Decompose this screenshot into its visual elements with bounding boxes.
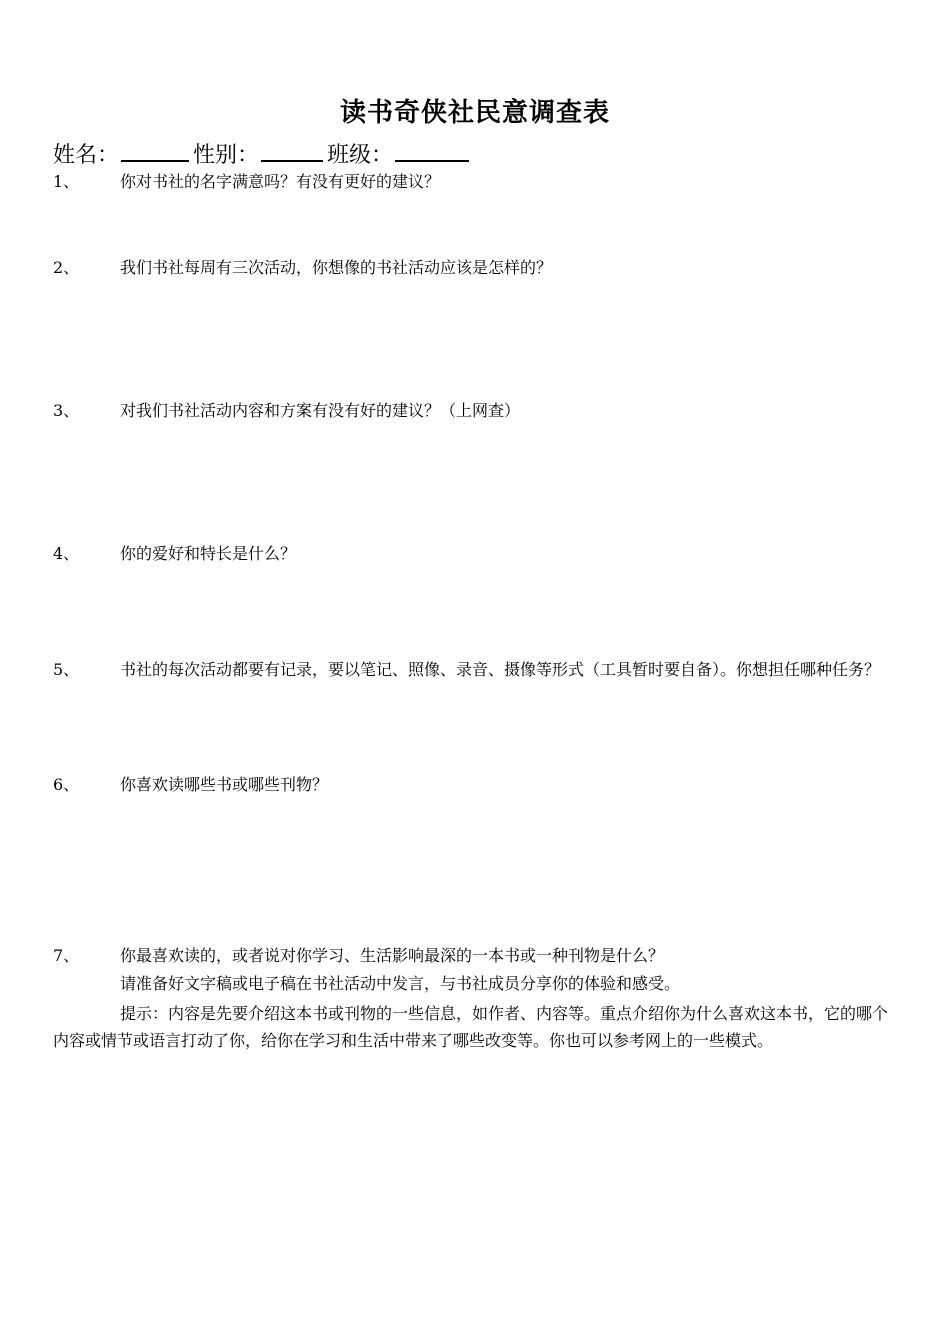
student-info-row bbox=[53, 138, 473, 169]
question-number: 2、 bbox=[53, 258, 80, 277]
gender-blank[interactable] bbox=[261, 138, 323, 162]
q7-hint: 提示：内容是先要介绍这本书或刊物的一些信息，如作者、内容等。重点介绍你为什么喜欢这本书，它的哪个内容或情节或语言打动了你，给你在学习和生活中带来了哪些改变等。你也可以参考网上的一些模式。 bbox=[53, 1004, 889, 1050]
question-text: 你最喜欢读的，或者说对你学习、生活影响最深的一本书或一种刊物是什么？ bbox=[120, 946, 665, 965]
question-number: 5、 bbox=[53, 660, 80, 679]
name-label: 姓名： bbox=[53, 143, 120, 168]
question-number: 6、 bbox=[53, 775, 80, 794]
question-text: 我们书社每周有三次活动，你想像的书社活动应该是怎样的？ bbox=[120, 258, 553, 277]
page-title: 读书奇侠社民意调查表 bbox=[339, 98, 610, 128]
class-label: 班级： bbox=[327, 143, 394, 168]
gender-label: 性别： bbox=[193, 143, 260, 168]
question-text: 你的爱好和特长是什么？ bbox=[120, 544, 297, 563]
name-blank[interactable] bbox=[121, 138, 189, 162]
question-text: 对我们书社活动内容和方案有没有好的建议？（上网查） bbox=[120, 401, 521, 420]
question-number: 1、 bbox=[53, 172, 80, 191]
question-number: 4、 bbox=[53, 544, 80, 563]
question-text: 书社的每次活动都要有记录，要以笔记、照像、录音、摄像等形式（工具暂时要自备）。你想担任哪种任务？ bbox=[120, 660, 881, 679]
question-number: 7、 bbox=[53, 946, 80, 965]
class-blank[interactable] bbox=[395, 138, 469, 162]
question-text: 你对书社的名字满意吗？有没有更好的建议？ bbox=[120, 172, 441, 191]
q7-instruction: 请准备好文字稿或电子稿在书社活动中发言，与书社成员分享你的体验和感受。 bbox=[120, 974, 681, 993]
question-number: 3、 bbox=[53, 401, 80, 420]
question-text: 你喜欢读哪些书或哪些刊物？ bbox=[120, 775, 329, 794]
